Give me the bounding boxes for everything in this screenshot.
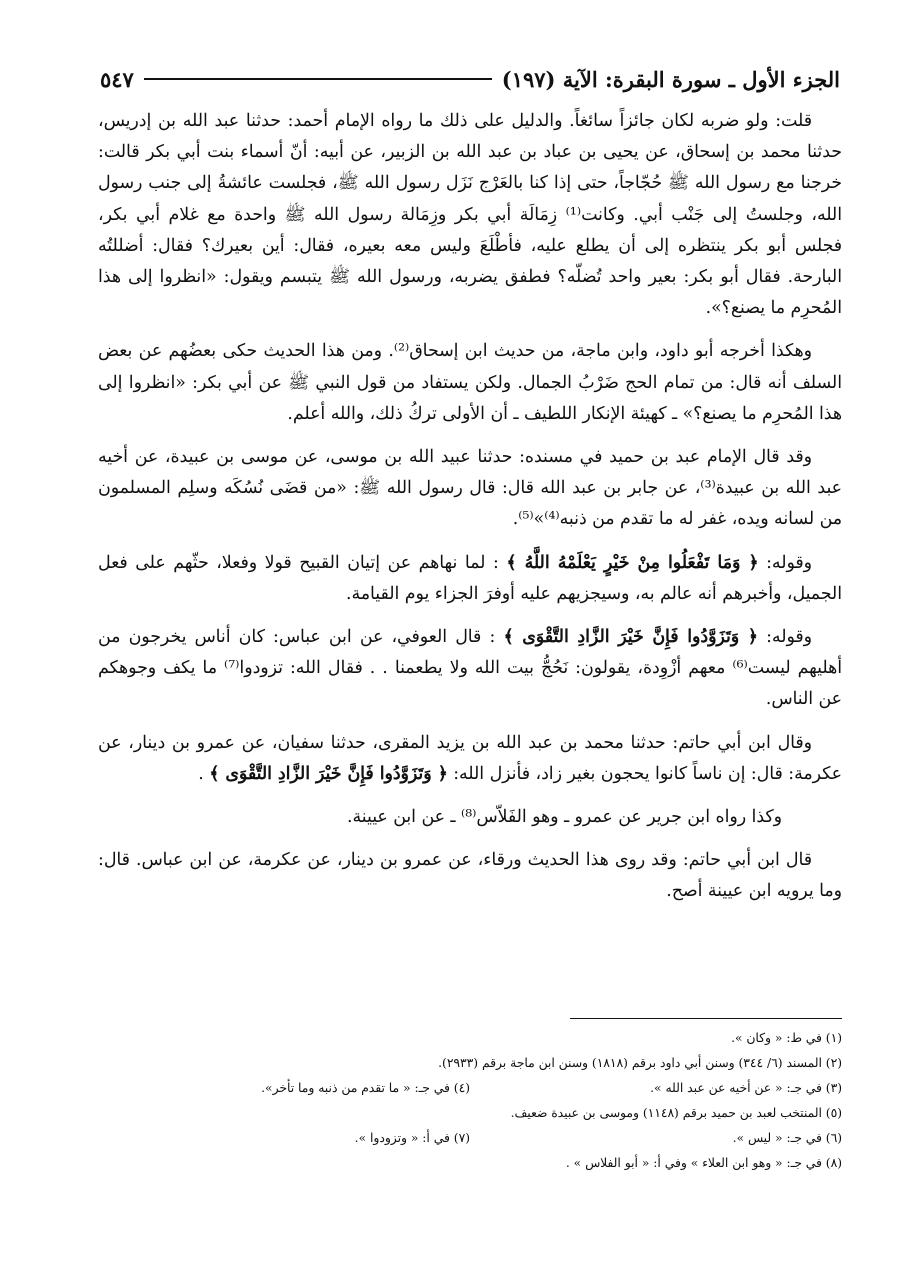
quran-verse: ﴿ وَتَزَوَّدُوا فَإِنَّ خَيْرَ الزَّادِ التَّقْوَى ﴾ xyxy=(209,763,448,784)
paragraph-7: وكذا رواه ابن جرير عن عمرو ـ وهو الفَلاّس⁽⁸⁾ ـ عن ابن عيينة. xyxy=(347,807,782,828)
header-title: الجزء الأول ـ سورة البقرة: الآية (١٩٧) xyxy=(501,66,840,92)
footnote-4: (٤) في جـ: « ما تقدم من ذنبه وما تأخر». xyxy=(261,1081,470,1095)
footnote-3: (٣) في جـ: « عن أخيه عن عبد الله ». xyxy=(650,1081,842,1095)
paragraph-1: قلت: ولو ضربه لكان جائزاً سائغاً. والدليل على ذلك ما رواه الإمام أحمد: حدثنا عبد الله بن إدريس، حدثنا محمد بن إسحاق، عن يحيى بن عباد بن عبد الله بن الزبير، عن أبيه: أنّ أسماء بنت أبي بكر قالت: خرجنا مع رسول الله ﷺ حُجّاجاً، حتى إذا كنا بالعَرْج نَزَل رسول الله ﷺ، فجلست عائشةُ إلى جنب رسول الله، وجلستُ إلى جَنْب أبي. وكانت⁽¹⁾ زِمَالَة أبي بكر وزِمَالة رسول الله ﷺ واحدة مع غلام أبي بكر، فجلس أبو بكر ينتظره إلى أن يطلع عليه، فأطْلَعَ وليس معه بعيره، فقال: أين بعيرك؟ فقال: أضللتُه البارحة. فقال أبو بكر: بعير واحد تُضلّه؟ فطفق يضربه، ورسول الله ﷺ يتبسم ويقول: «انظروا إلى هذا المُحرِم ما يصنع؟». xyxy=(98,111,842,319)
footnote-7: (٧) في أ: « وتزودوا ». xyxy=(354,1131,470,1145)
footnote-6: (٦) في جـ: « ليس ». xyxy=(732,1131,842,1145)
footnotes xyxy=(98,1026,842,1176)
paragraph-5-rest: : قال العوفي، عن ابن عباس: كان أناس يخرجون من أهليهم ليست⁽⁶⁾ معهم أزْوِدة، يقولون: نَحُجُّ بيت الله ولا يطعمنا . . فقال الله: تزودوا⁽⁷⁾ ما يكف وجوهكم عن الناس. xyxy=(98,627,842,710)
paragraph-3: وقد قال الإمام عبد بن حميد في مسنده: حدثنا عبيد الله بن موسى، عن موسى بن عبيدة، عن أخيه عبد الله بن عبيدة⁽³⁾، عن جابر بن عبد الله قال: قال رسول الله ﷺ: «من قضَى نُسُكَه وسلِم المسلمون من لسانه ويده، غفر له ما تقدم من ذنبه⁽⁴⁾»⁽⁵⁾. xyxy=(98,447,842,530)
paragraph-5 xyxy=(98,622,842,716)
footnote-5: (٥) المنتخب لعبد بن حميد برقم (١١٤٨) وموسى بن عبيدة ضعيف. xyxy=(510,1106,842,1120)
paragraph-6 xyxy=(98,728,842,790)
footnote-8: (٨) في جـ: « وهو ابن العلاء » وفي أ: « أبو الفلاس » . xyxy=(565,1156,842,1170)
header-rule xyxy=(144,78,492,80)
running-header xyxy=(100,62,840,96)
footnote-1: (١) في ط: « وكان ». xyxy=(731,1031,842,1045)
paragraph-8: قال ابن أبي حاتم: وقد روى هذا الحديث ورقاء، عن عمرو بن دينار، عن عكرمة، عن ابن عباس. قال: وما يرويه ابن عيينة أصح. xyxy=(98,850,842,902)
quran-verse: ﴿ وَتَزَوَّدُوا فَإِنَّ خَيْرَ الزَّادِ التَّقْوَى ﴾ xyxy=(503,627,758,648)
paragraph-4-lead: وقوله: xyxy=(758,552,812,573)
paragraph-6-lead: وقال ابن أبي حاتم: حدثنا محمد بن عبد الله بن يزيد المقرى، حدثنا سفيان، عن عمرو بن دينار، عن عكرمة: قال: إن ناساً كانوا يحجون بغير زاد، فأنزل الله: xyxy=(98,732,842,784)
page-number: ٥٤٧ xyxy=(100,66,134,92)
paragraph-4-rest: : لما نهاهم عن إتيان القبيح قولا وفعلا، حثّهم على فعل الجميل، وأخبرهم أنه عالم به، وسيجزيهم عليه أوفرَ الجزاء يوم القيامة. xyxy=(98,552,842,604)
paragraph-5-lead: وقوله: xyxy=(757,627,812,648)
paragraph-6-rest: . xyxy=(198,763,210,784)
quran-verse: ﴿ وَمَا تَفْعَلُوا مِنْ خَيْرٍ يَعْلَمْهُ اللَّهُ ﴾ xyxy=(506,552,759,573)
paragraph-2: وهكذا أخرجه أبو داود، وابن ماجة، من حديث ابن إسحاق⁽²⁾. ومن هذا الحديث حكى بعضُهم عن بعض السلف أنه قال: من تمام الحج ضَرْبُ الجمال. ولكن يستفاد من قول النبي ﷺ عن أبي بكر: «انظروا إلى هذا المُحرِم ما يصنع؟» ـ كهيئة الإنكار اللطيف ـ أن الأولى تركُ ذلك، والله أعلم. xyxy=(98,341,842,424)
footnote-2: (٢) المسند (٦/ ٣٤٤) وسنن أبي داود برقم (١٨١٨) وسنن ابن ماجة برقم (٢٩٣٣). xyxy=(438,1056,842,1070)
footnote-separator xyxy=(570,1018,842,1019)
paragraph-4 xyxy=(98,548,842,610)
main-text xyxy=(98,106,842,920)
